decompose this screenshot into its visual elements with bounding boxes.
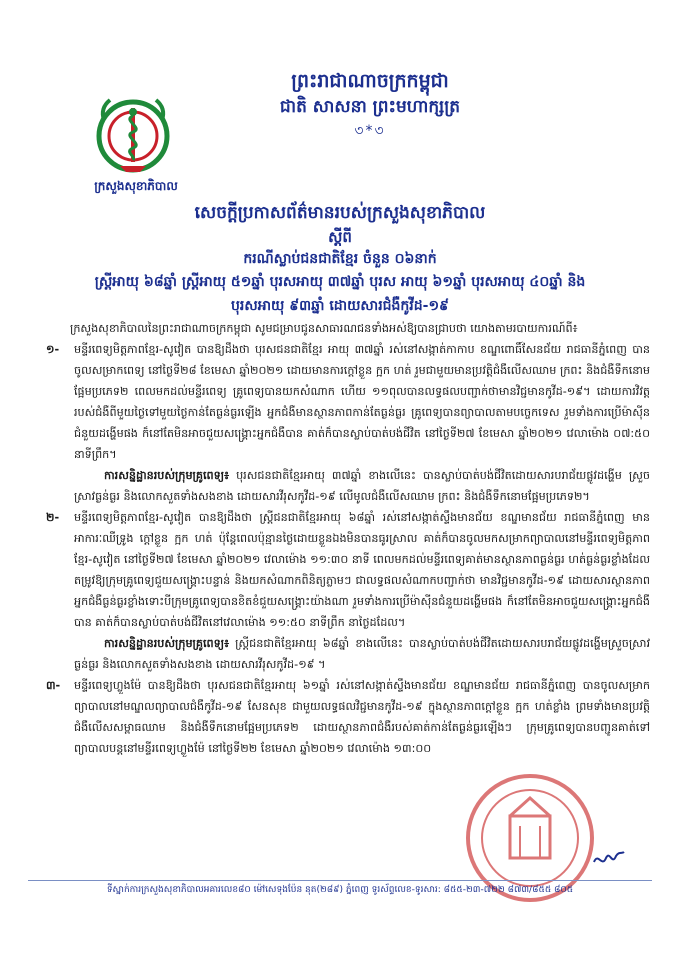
ministry-name: ក្រសួងសុខាភិបាល [94, 179, 178, 193]
document-body [40, 318, 650, 759]
case-text: មន្ទីរពេទ្យហ្លួងម៉ែ បានឱ្យដឹងថា បុរសជនជាតិខ្មែរអាយុ ៦១ឆ្នាំ រស់នៅសង្កាត់ស្ទឹងមានជ័យ ខណ្ឌមានជ័យ រាជធានីភ្នំពេញ បានចូលសម្រាកព្យាបាលនៅមណ្ឌលព្យាបាលជំងឺកូវីដ-១៩ សែនសុខ ជាមួយលទ្ធផលវិជ្ជមានកូវីដ-១៩ ក្នុងស្ថានភាពក្តៅខ្លួន ក្អក ហត់ខ្លាំង ព្រមទាំងមានប្រវត្តិជំងឺលើសសម្ពាធឈាម និងជំងឺទឹកនោមផ្អែមប្រភេទ២ ដោយស្ថានភាពជំងឺរបស់គាត់កាន់តែធ្ងន់ធ្ងរឡើងៗ ក្រុមគ្រូពេទ្យបានបញ្ជូនគាត់ទៅព្យាបាលបន្តនៅមន្ទីរពេទ្យហ្លួងម៉ែ នៅថ្ងៃទី២២ ខែមេសា ឆ្នាំ២០២១ វេលាម៉ោង ១៣:០០ [74, 679, 650, 755]
case-number: ១- [46, 343, 60, 356]
finding-text: បុរសជនជាតិខ្មែរអាយុ ៣៧ឆ្នាំ ខាងលើនេះ បានស្លាប់បាត់បង់ជីវិតដោយសារបរាជ័យផ្លូវដង្ហើម ស្រួចស្រាវធ្ងន់ធ្ងរ និងលោកសួតទាំងសងខាង ដោយសារវីរុសកូវីដ-១៩ លើមូលជំងឺលើសឈាម ក្រពះ និងជំងឺទឹកនោមផ្អែមប្រភេទ២។ [74, 469, 650, 503]
kingdom-name: ព្រះរាជាណាចក្រកម្ពុជា [291, 70, 449, 92]
intro-paragraph: ក្រសួងសុខាភិបាលនៃព្រះរាជាណាចក្រកម្ពុជា សូមជម្រាបជូនសាធារណជនទាំងអស់ឱ្យបានជ្រាបថា យោងតាមរបាយការណ៍ពី៖ [70, 322, 578, 335]
case-text: មន្ទីរពេទ្យមិត្តភាពខ្មែរ-សូវៀត បានឱ្យដឹងថា បុរសជនជាតិខ្មែរ អាយុ ៣៧ឆ្នាំ រស់នៅសង្កាត់កាកាប ខណ្ឌពោធិ៍សែនជ័យ រាជធានីភ្នំពេញ បានចូលសម្រាកពេទ្យ នៅថ្ងៃទី២៨ ខែមេសា ឆ្នាំ២០២១ ដោយមានការក្តៅខ្លួន ក្អក ហត់ រួមជាមួយមានប្រវត្តិជំងឺលើសឈាម ក្រពះ និងជំងឺទឹកនោមផ្អែមប្រភេទ២ ពេលមកដល់មន្ទីរពេទ្យ គ្រូពេទ្យបានយកសំណាក ហើយ ១១ពុលបានលទ្ធផលបញ្ជាក់ថាមានវិជ្ជមានកូវីដ-១៩។ ដោយការវិវត្តរបស់ជំងឺពីមួយថ្ងៃទៅមួយថ្ងៃកាន់តែធ្ងន់ធ្ងរឡើង អ្នកជំងឺមានស្ថានភាពកាន់តែធ្ងន់ធ្ងរ គ្រូពេទ្យបានព្យាបាលតាមបច្ចេកទេស រួមទាំងការប្រើម៉ាស៊ីនជំនួយដង្ហើមផង ក៏នៅតែមិនអាចជួយសង្គ្រោះអ្នកជំងឺបាន គាត់ក៏បានស្លាប់បាត់បង់ជីវិត នៅថ្ងៃទី២៧ ខែមេសា ឆ្នាំ២០២១ វេលាម៉ោង ០៧:៥០ នាទីព្រឹក។ [74, 343, 650, 461]
finding-label: ការសន្និដ្ឋានរបស់ក្រុមគ្រូពេទ្យ៖ [104, 469, 229, 482]
title-topic: ករណីស្លាប់ជនជាតិខ្មែរ ចំនួន ០៦នាក់ [243, 251, 437, 267]
document-title: សេចក្តីប្រកាសព័ត៌មានរបស់ក្រសួងសុខាភិបាល [194, 203, 486, 223]
signature [592, 848, 626, 870]
finding-text: ស្ត្រីជនជាតិខ្មែរអាយុ ៦៨ឆ្នាំ ខាងលើនេះ បានស្លាប់បាត់បង់ជីវិតដោយសារបរាជ័យផ្លូវដង្ហើមស្រួចស្រាវធ្ងន់ធ្ងរ និងលោកសួតទាំងសងខាង ដោយសារវីរុសកូវីដ-១៩ ។ [74, 637, 650, 671]
case-paragraph [40, 507, 650, 633]
title-block [30, 200, 650, 318]
case-text: មន្ទីរពេទ្យមិត្តភាពខ្មែរ-សូវៀត បានឱ្យដឹងថា ស្ត្រីជនជាតិខ្មែរអាយុ ៦៨ឆ្នាំ រស់នៅសង្កាត់ស្ទឹងមានជ័យ ខណ្ឌមានជ័យ រាជធានីភ្នំពេញ មានអាការៈឈឺទ្រូង ក្តៅខ្លួន ក្អក ហត់ ប៉ុន្តែពេលប៉ុន្មានថ្ងៃដោយខ្លួនឯងមិនបានធូរស្រាល គាត់ក៏បានចូលមកសម្រាកព្យាបាលនៅមន្ទីរពេទ្យមិត្តភាពខ្មែរ-សូវៀត នៅថ្ងៃទី២៧ ខែមេសា ឆ្នាំ២០២១ វេលាម៉ោង ១១:៣០ នាទី ពេលមកដល់មន្ទីរពេទ្យគាត់មានស្ថានភាពធ្ងន់ធ្ងរ ហត់ធ្ងន់ធ្ងរខ្លាំងដែលតម្រូវឱ្យក្រុមគ្រូពេទ្យជួយសង្គ្រោះបន្ទាន់ និងយកសំណាកពិនិត្យភ្លាមៗ ជាលទ្ធផលសំណាកបញ្ជាក់ថា មានវិជ្ជមានកូវីដ-១៩ ដោយសារស្ថានភាពអ្នកជំងឺធ្ងន់ធ្ងរខ្លាំងទោះបីក្រុមគ្រូពេទ្យបានខិតខំជួយសង្គ្រោះយ៉ាងណា រួមទាំងការប្រើម៉ាស៊ីនជំនួយដង្ហើមផង ក៏នៅតែមិនអាចជួយសង្គ្រោះអ្នកជំងឺបាន គាត់ក៏បានស្លាប់បាត់បង់ជីវិតនៅវេលាម៉ោង ១១:៥០ នាទីព្រឹក នាថ្ងៃដដែល។ [74, 511, 650, 629]
case-number: ២- [46, 511, 60, 524]
header [0, 68, 680, 142]
ornament-divider: ৩*৩ [354, 123, 386, 139]
finding-paragraph [40, 465, 650, 507]
footer-divider [28, 880, 652, 881]
finding-paragraph [40, 633, 650, 675]
case-number: ៣- [46, 679, 61, 692]
title-ages-line-1: ស្ត្រីអាយុ ៦៨ឆ្នាំ ស្ត្រីអាយុ ៥១ឆ្នាំ បុរសអាយុ ៣៧ឆ្នាំ បុរស អាយុ ៦១ឆ្នាំ បុរសអាយុ ៤០ឆ្នាំ និង [94, 274, 586, 290]
title-ages-line-2: បុរសអាយុ ៩៣ឆ្នាំ ដោយសារជំងឺកូវីដ-១៩ [231, 298, 449, 314]
finding-label: ការសន្និដ្ឋានរបស់ក្រុមគ្រូពេទ្យ៖ [104, 637, 229, 650]
national-motto: ជាតិ សាសនា ព្រះមហាក្សត្រ [279, 97, 461, 117]
case-paragraph [40, 675, 650, 759]
title-about: ស្តីពី [328, 228, 352, 246]
footer-address: ទីស្នាក់ការក្រសួងសុខាភិបាលអគារលេខ៨០ ម៉ៅសេទុងប៉ែន នុត(២៨៩) ភ្នំពេញ ទូរស័ព្ទលេខ-ទូរសារ: ៨៥៥-២៣-៧២២ ៨៧៣/៨៥៥ ៨០៥ [106, 885, 574, 895]
case-paragraph [40, 339, 650, 465]
